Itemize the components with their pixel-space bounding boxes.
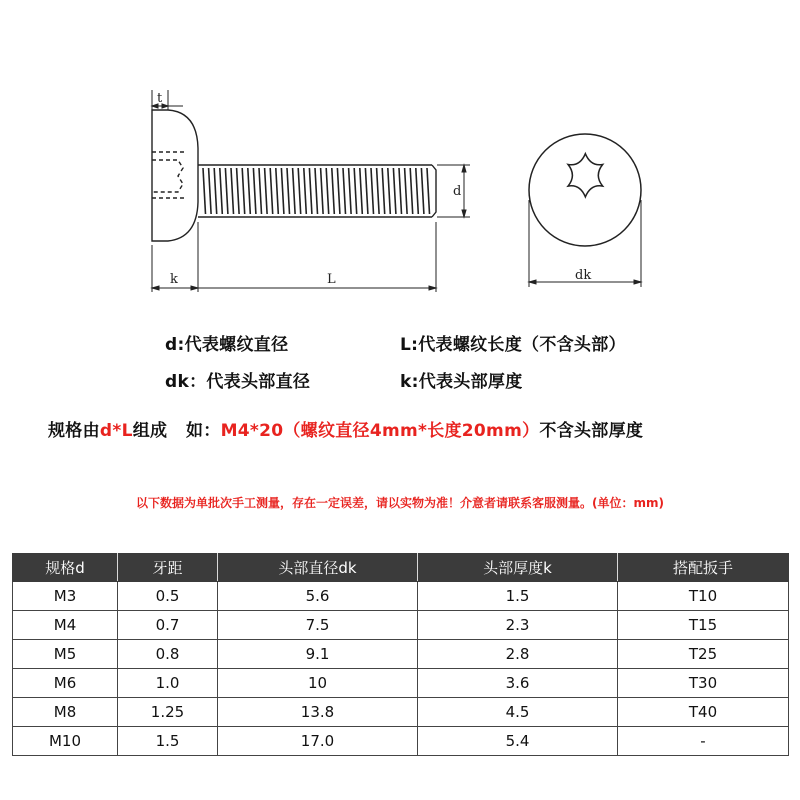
thread-line [304, 168, 307, 214]
spec-formula: d*L [99, 421, 133, 441]
cell-size: M6 [13, 669, 118, 698]
legend-k: k:代表头部厚度 [400, 372, 523, 392]
torx-socket-section [152, 160, 183, 192]
cell-head-diameter: 10 [218, 669, 418, 698]
table-row [13, 611, 789, 640]
thread-line [248, 168, 251, 214]
thread-line [309, 168, 312, 214]
thread-line [371, 168, 374, 214]
screw-dimension-diagram [0, 0, 800, 310]
thread-line [349, 168, 352, 214]
cell-size: M8 [13, 698, 118, 727]
cell-head-diameter: 5.6 [218, 582, 418, 611]
header-size: 规格d [13, 554, 118, 582]
cell-head-thickness: 4.5 [418, 698, 618, 727]
thread-line [220, 168, 223, 214]
label-k: k [170, 272, 178, 287]
thread-line [326, 168, 329, 214]
spec-description [48, 416, 643, 441]
thread-line [405, 168, 408, 214]
spec-prefix: 规格由 [48, 421, 100, 441]
thread-line [427, 168, 430, 214]
table-row [13, 698, 789, 727]
label-t: t [157, 91, 163, 106]
thread-line [225, 168, 228, 214]
thread-line [270, 168, 273, 214]
cell-pitch: 1.0 [118, 669, 218, 698]
cell-head-thickness: 3.6 [418, 669, 618, 698]
thread-line [399, 168, 402, 214]
header-head-diameter: 头部直径dk [218, 554, 418, 582]
screw-head-outline [152, 110, 198, 241]
cell-size: M5 [13, 640, 118, 669]
header-head-thickness: 头部厚度k [418, 554, 618, 582]
thread-lines [203, 168, 430, 214]
thread-line [377, 168, 380, 214]
header-wrench: 搭配扳手 [618, 554, 789, 582]
thread-line [365, 168, 368, 214]
thread-line [416, 168, 419, 214]
cell-pitch: 1.25 [118, 698, 218, 727]
table-row [13, 582, 789, 611]
thread-line [337, 168, 340, 214]
cell-wrench: - [618, 727, 789, 756]
cell-head-diameter: 13.8 [218, 698, 418, 727]
thread-line [259, 168, 262, 214]
cell-head-thickness: 1.5 [418, 582, 618, 611]
cell-pitch: 0.5 [118, 582, 218, 611]
cell-head-diameter: 7.5 [218, 611, 418, 640]
torx-star [568, 154, 603, 197]
thread-line [237, 168, 240, 214]
thread-line [214, 168, 217, 214]
measurement-notice: 以下数据为单批次手工测量，存在一定误差，请以实物为准！介意者请联系客服测量。(单位：mm) [136, 496, 664, 510]
thread-line [281, 168, 284, 214]
table-row [13, 669, 789, 698]
thread-line [354, 168, 357, 214]
spec-suffix: 不含头部厚度 [539, 421, 644, 441]
thread-line [315, 168, 318, 214]
head-circle [529, 134, 641, 246]
legend-d: d:代表螺纹直径 [165, 335, 289, 355]
cell-pitch: 0.8 [118, 640, 218, 669]
table-header-row [13, 554, 789, 582]
spec-table [12, 553, 789, 756]
cell-wrench: T10 [618, 582, 789, 611]
cell-size: M4 [13, 611, 118, 640]
cell-wrench: T40 [618, 698, 789, 727]
thread-line [293, 168, 296, 214]
cell-head-diameter: 17.0 [218, 727, 418, 756]
thread-line [265, 168, 268, 214]
thread-line [343, 168, 346, 214]
cell-wrench: T15 [618, 611, 789, 640]
cell-head-thickness: 5.4 [418, 727, 618, 756]
label-L: L [327, 272, 336, 287]
cell-pitch: 0.7 [118, 611, 218, 640]
cell-size: M10 [13, 727, 118, 756]
header-pitch: 牙距 [118, 554, 218, 582]
thread-line [382, 168, 385, 214]
cell-wrench: T30 [618, 669, 789, 698]
spec-example: M4*20（螺纹直径4mm*长度20mm） [220, 421, 540, 441]
cell-pitch: 1.5 [118, 727, 218, 756]
thread-line [388, 168, 391, 214]
legend-L: L:代表螺纹长度（不含头部） [400, 335, 626, 355]
thread-line [242, 168, 245, 214]
thread-line [287, 168, 290, 214]
thread-line [209, 168, 212, 214]
label-dk: dk [575, 268, 592, 283]
table-row [13, 640, 789, 669]
cell-head-diameter: 9.1 [218, 640, 418, 669]
thread-line [203, 168, 206, 214]
thread-line [253, 168, 256, 214]
spec-middle: 组成 如： [132, 421, 221, 441]
table-row [13, 727, 789, 756]
thread-line [276, 168, 279, 214]
thread-line [231, 168, 234, 214]
thread-line [360, 168, 363, 214]
thread-line [421, 168, 424, 214]
thread-line [410, 168, 413, 214]
cell-size: M3 [13, 582, 118, 611]
thread-line [393, 168, 396, 214]
cell-wrench: T25 [618, 640, 789, 669]
cell-head-thickness: 2.3 [418, 611, 618, 640]
cell-head-thickness: 2.8 [418, 640, 618, 669]
thread-line [298, 168, 301, 214]
screw-front-view [529, 134, 641, 246]
label-d: d [453, 184, 462, 199]
thread-line [332, 168, 335, 214]
screw-side-view [152, 110, 436, 241]
legend-dk: dk：代表头部直径 [165, 372, 311, 392]
table-body [13, 582, 789, 756]
thread-tip [432, 165, 436, 217]
thread-line [321, 168, 324, 214]
